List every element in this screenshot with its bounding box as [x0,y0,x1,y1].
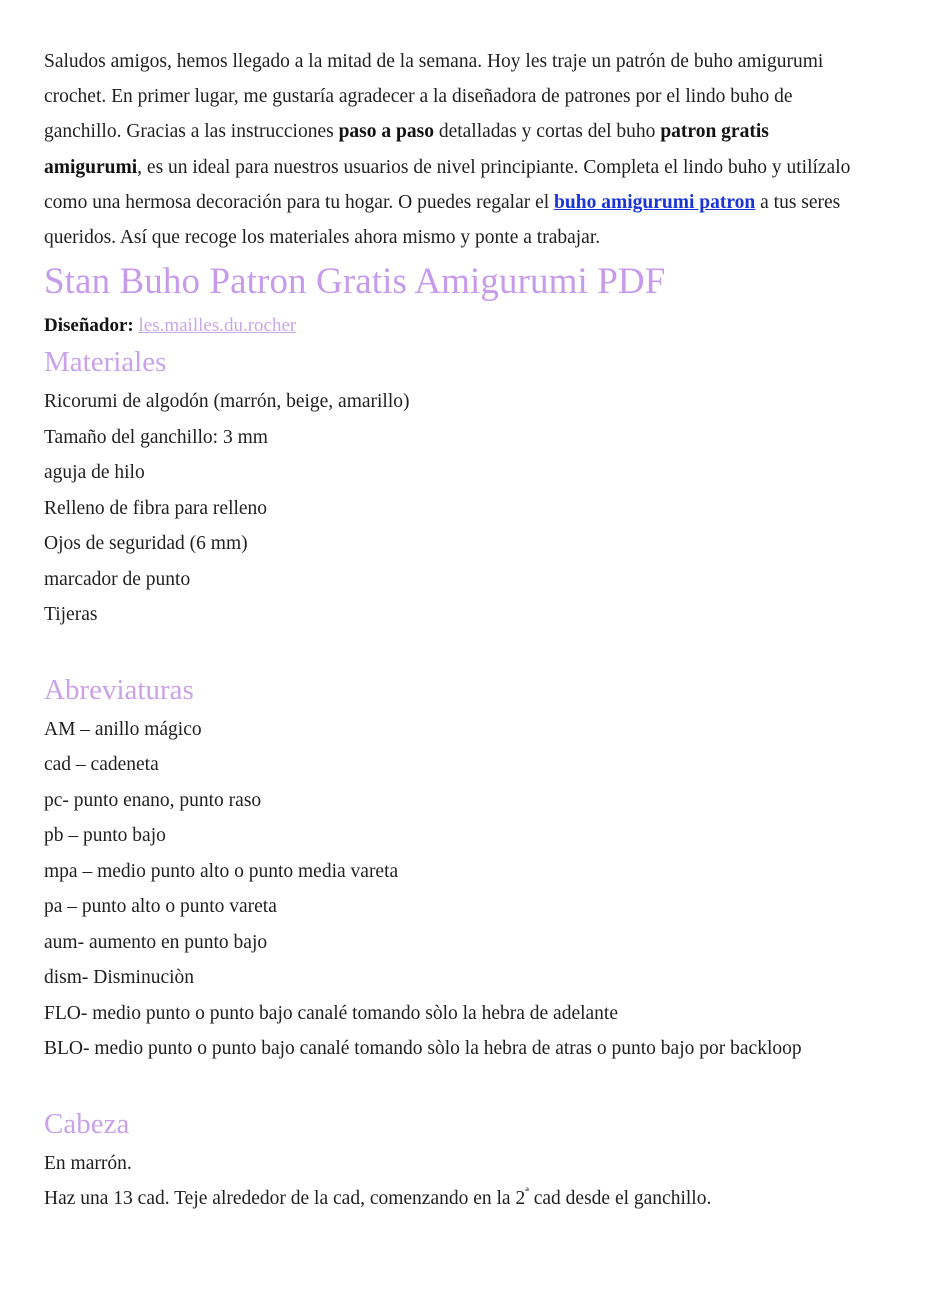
designer-label: Diseñador: [44,315,134,337]
cabeza-content [44,1146,865,1217]
list-item: aum- aumento en punto bajo [44,931,268,953]
intro-text-part-4: a tus seres queridos. Así que recoge los materiales ahora mismo y ponte a trabajar. [44,191,841,249]
list-item: aguja de hilo [44,462,145,484]
intro-paragraph [44,44,865,255]
list-item: Relleno de fibra para relleno [44,497,268,519]
intro-text-part-2: detalladas y cortas del buho [433,121,661,143]
list-item: Ricorumi de algodón (marrón, beige, amarillo) [44,391,410,413]
abreviaturas-list [44,712,865,1067]
cabeza-line-color: En marrón. [44,1152,132,1174]
list-item: Tamaño del ganchillo: 3 mm [44,426,268,448]
list-item: mpa – medio punto alto o punto media vareta [44,860,399,882]
intro-text-part-3: , es un ideal para nuestros usuarios de nivel principiante. Completa el lindo buho y utilízalo como una hermosa decoración para tu hogar. O puedes regalar el [44,156,851,213]
section-heading-materiales: Materiales [44,346,167,379]
cabeza-line-instruction [44,1181,865,1217]
page-title: Stan Buho Patron Gratis Amigurumi PDF [44,261,666,303]
materiales-list [44,384,865,633]
list-item: FLO- medio punto o punto bajo canalé tomando sòlo la hebra de adelante [44,1002,619,1024]
cabeza-instruction-after: cad desde el ganchillo. [528,1188,712,1210]
list-item: cad – cadeneta [44,754,159,776]
buho-amigurumi-patron-link[interactable]: buho amigurumi patron [554,191,756,213]
intro-bold-paso-a-paso: paso a paso [338,121,434,143]
list-item: AM – anillo mágico [44,718,202,740]
list-item: pc- punto enano, punto raso [44,789,262,811]
intro-text-part-1: Saludos amigos, hemos llegado a la mitad de la semana. Hoy les traje un patrón de buho amigurumi crochet. En primer lugar, me gustaría agradecer a la diseñadora de patrones por el lindo buho de ganchillo. Gracias a las instrucciones [44,51,824,143]
intro-bold-patron-gratis-amigurumi: patron gratis amigurumi [44,121,769,178]
list-item: BLO- medio punto o punto bajo canalé tomando sòlo la hebra de atras o punto bajo por backloop [44,1038,802,1060]
designer-link[interactable]: les.mailles.du.rocher [138,315,297,337]
cabeza-instruction-before: Haz una 13 cad. Teje alrededor de la cad, comenzando en la 2 [44,1188,526,1210]
list-item: pb – punto bajo [44,825,166,847]
list-item: dism- Disminuciòn [44,967,195,989]
list-item: Ojos de seguridad (6 mm) [44,533,248,555]
ordinal-indicator: ª [525,1184,529,1200]
list-item: marcador de punto [44,568,191,590]
list-item: Tijeras [44,604,98,626]
section-heading-cabeza: Cabeza [44,1107,130,1140]
designer-line [44,311,865,341]
list-item: pa – punto alto o punto vareta [44,896,277,918]
section-heading-abreviaturas: Abreviaturas [44,673,194,706]
